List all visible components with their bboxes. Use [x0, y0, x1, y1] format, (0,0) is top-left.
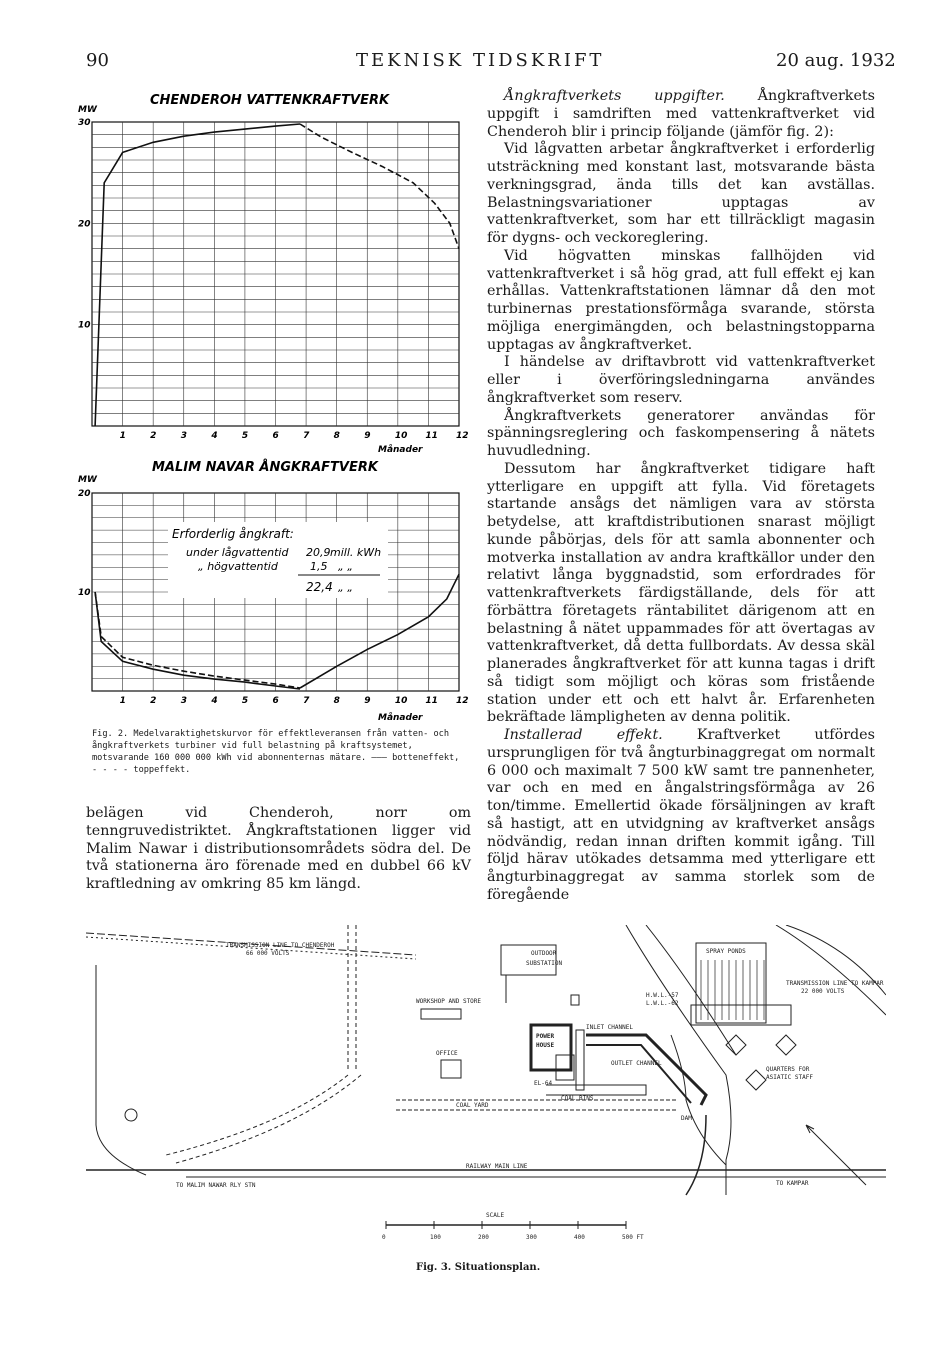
chart2-xtick: 12 — [456, 696, 469, 706]
paragraph-5: Ångkraftverkets generatorer användas för spänningsreglering och faskompensering å nätets huvudledning. — [487, 407, 875, 459]
map-tl-volts: 66 000 VOLTS — [246, 950, 290, 957]
chart2-xlabel: Månader — [378, 713, 423, 723]
map-asiatic: ASIATIC STAFF — [766, 1074, 813, 1081]
map-coal-yard: COAL YARD — [456, 1102, 489, 1109]
map-hwl: H.W.L.-57 — [646, 992, 679, 999]
map-substation: SUBSTATION — [526, 960, 563, 967]
paragraph-4: I händelse av driftavbrott vid vattenkraftverket eller i överföringsledningarna användes ångkraftverket som reserv. — [487, 354, 875, 406]
paragraph-6: Dessutom har ångkraftverket tidigare haft ytterligare en uppgift att fylla. Vid företagets startande ansågs det nämligen vara av största betydelse, att kraftdistributionen snarast möjligt kunde påbörjas, dels för att samla abonnenter och motverka installation av andra kraftkällor under den relativt långa byggnadstid, som erfordrades för vattenkraftverkets färdigställande, dels för att förbättra företagets räntabilitet därigenom att en belastning å nätet uppammades för att övertagas av vattenkraftverket, då detta fullbordats. Av dessa skäl planerades ångkraftverket för att kunna tagas i drift så tidigt som möjligt och köras som fristående station under ett och ett halvt år. Erfarenheten bekräftade lämpligheten av denna politik. — [487, 460, 875, 726]
map-tl-kampar-volts: 22 000 VOLTS — [801, 988, 845, 995]
map-spray-ponds: SPRAY PONDS — [706, 948, 746, 955]
chart2-xtick: 5 — [241, 696, 249, 706]
map-office: OFFICE — [436, 1050, 458, 1057]
map-el: EL-64 — [534, 1080, 553, 1087]
chart2-ytick: 10 — [78, 588, 91, 598]
paragraph-2: Vid lågvatten arbetar ångkraftverket i erforderlig utsträckning med konstant last, motsvarande bästa verkningsgrad, ända tills det kan avställas. Belastningsvariationer upptagas av vattenkraftverket, som har ett tillräckligt magasin för dygns- och veckoreglering. — [487, 141, 875, 246]
chart1-xlabel: Månader — [378, 445, 423, 455]
box-row1-value: 20,9 — [306, 546, 331, 559]
chart1-series-2 — [300, 124, 459, 249]
box-row1-label: under lågvattentid — [186, 546, 289, 559]
right-column — [487, 88, 875, 905]
chart1-xtick: 9 — [364, 431, 371, 441]
paragraph-1: Ångkraftverkets uppgift i samdriften med vattenkraftverket vid Chenderoh blir i princip följande (jämför fig. 2): — [487, 88, 875, 140]
chart2-xtick: 10 — [394, 696, 408, 706]
chart1-xtick: 4 — [211, 431, 218, 441]
paragraph-7: Kraftverket utfördes ursprungligen för två ångturbinaggregat om normalt 6 000 och maximalt 7 500 kW samt tre pannenheter, var och en med en ångalstringsförmåga av 26 ton/timme. Emellertid ökade försäljningen av kraft så hastigt, att en utvidgning av kraftverket ansågs nödvändig, redan innan driften kommit igång. Till följd härav utökades detsamma med ytterligare ett ångturbinaggregat av samma storlek som de föregående — [487, 727, 875, 903]
fig2-charts — [0, 0, 470, 725]
map-to-kampar: TO KAMPAR — [776, 1180, 809, 1187]
chart1-xtick: 3 — [180, 431, 188, 441]
chart1-ytick: 30 — [78, 118, 91, 128]
chart2-xtick: 1 — [119, 696, 126, 706]
chart2-series-2 — [95, 592, 300, 688]
paragraph-3: Vid högvatten minskas fallhöjden vid vattenkraftverket i så hög grad, att full effekt ej kan erhållas. Vattenkraftstationen lämnar då den mot turbinernas prestationsförmåga svarande, största möjliga energimängden, och belastningstopparna upptagas av ångkraftverket. — [487, 247, 875, 353]
chart1-ytick: 10 — [78, 320, 91, 331]
box-row2-unit: „ „ — [338, 560, 353, 573]
map-labels — [176, 942, 884, 1241]
site-plan-map — [86, 925, 886, 1255]
journal-title: TEKNISK TIDSKRIFT — [356, 50, 605, 71]
map-outdoor: OUTDOOR — [531, 950, 557, 957]
chart2-xtick: 2 — [150, 696, 157, 706]
chart1-title: CHENDEROH VATTENKRAFTVERK — [150, 93, 390, 108]
chart1-xtick: 8 — [333, 431, 340, 441]
left-column-text — [86, 805, 471, 894]
map-tl-chenderoh: TRANSMISSION LINE TO CHENDEROH — [226, 942, 335, 949]
map-outlet: OUTLET CHANNEL — [611, 1060, 662, 1067]
map-scale-tick: 0 — [382, 1234, 386, 1241]
map-scale-tick: 100 — [430, 1234, 441, 1241]
chart2-xtick: 3 — [180, 696, 188, 706]
map-tl-kampar: TRANSMISSION LINE TO KAMPAR — [786, 980, 884, 987]
map-to-malim: TO MALIM NAWAR RLY STN — [176, 1182, 256, 1189]
fig3-caption: Fig. 3. Situationsplan. — [416, 1262, 541, 1273]
box-row2-label: „ högvattentid — [198, 560, 278, 573]
map-scale-ticks — [382, 1221, 644, 1241]
chart2-xtick: 9 — [364, 696, 371, 706]
map-scale-tick: 200 — [478, 1234, 489, 1241]
box-sum-value: 22,4 — [306, 580, 333, 594]
chart2-unit: MW — [78, 475, 97, 485]
map-inlet: INLET CHANNEL — [586, 1024, 633, 1031]
chart1-xtick: 2 — [150, 431, 157, 441]
paragraph-left: belägen vid Chenderoh, norr om tenngruvedistriktet. Ångkraftstationen ligger vid Malim Nawar i distributionsområdets södra del. De två stationerna äro förenade med en dubbel 66 kV kraftledning av omkring 85 km längd. — [86, 805, 471, 892]
box-sum-unit: „ „ — [338, 581, 353, 594]
p7-heading: Installerad effekt. — [504, 727, 663, 743]
map-railway: RAILWAY MAIN LINE — [466, 1163, 528, 1170]
chart2-xtick: 7 — [303, 696, 310, 706]
issue-date: 20 aug. 1932 — [776, 50, 896, 71]
chart1-unit: MW — [78, 105, 97, 115]
required-steam-box — [168, 522, 388, 598]
chart2-title: MALIM NAVAR ÅNGKRAFTVERK — [152, 460, 378, 475]
box-row2-value: 1,5 — [310, 560, 328, 573]
map-house: HOUSE — [536, 1042, 555, 1049]
map-dam: DAM — [681, 1115, 692, 1122]
chart1-xtick: 11 — [425, 431, 438, 441]
map-workshop: WORKSHOP AND STORE — [416, 998, 482, 1005]
map-scale-tick: 400 — [574, 1234, 585, 1241]
chart1-xtick: 5 — [241, 431, 249, 441]
chart1-xtick: 12 — [456, 431, 469, 441]
box-heading: Erforderlig ångkraft: — [172, 527, 294, 541]
chart1-xtick: 6 — [272, 431, 279, 441]
map-scale-title: SCALE — [486, 1212, 505, 1219]
chart2-ytick: 20 — [78, 489, 91, 499]
map-scale-tick: 500 FT — [622, 1234, 644, 1241]
map-power: POWER — [536, 1033, 555, 1040]
chart1-series-1 — [95, 124, 300, 426]
chart2-xtick: 4 — [211, 696, 218, 706]
map-scale-tick: 300 — [526, 1234, 537, 1241]
page-number: 90 — [86, 50, 109, 71]
box-row1-unit: mill. kWh — [330, 546, 382, 559]
map-quarters: QUARTERS FOR — [766, 1066, 810, 1073]
chart2-xtick: 11 — [425, 696, 438, 706]
chart1-marks — [95, 124, 459, 426]
chart1-xtick: 10 — [394, 431, 408, 441]
chart1-xtick: 1 — [119, 431, 126, 441]
fig2-caption: Fig. 2. Medelvaraktighetskurvor för effektleveransen från vatten- och ångkraftverkets turbiner vid full belastning på kraftsystemet, motsvarande 160 000 000 kWh vid abonnenternas mätare. ——— botteneffekt, - - - - toppeffekt. — [92, 729, 460, 775]
chart1-grid — [78, 118, 469, 441]
chart2-xtick: 6 — [272, 696, 279, 706]
map-lwl: L.W.L.-62 — [646, 1000, 679, 1007]
chart2-xtick: 8 — [333, 696, 340, 706]
chart1-ytick: 20 — [78, 219, 91, 230]
p1-heading: Ångkraftverkets uppgifter. — [504, 88, 725, 104]
chart1-xtick: 7 — [303, 431, 310, 441]
map-coal-bins: COAL BINS — [561, 1095, 594, 1102]
chart2-series-1 — [95, 592, 300, 689]
